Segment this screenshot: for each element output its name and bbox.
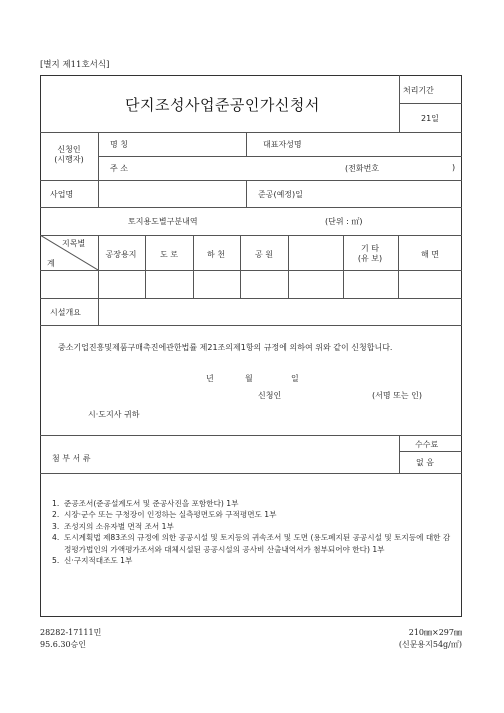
rule-col-7 — [398, 235, 399, 298]
land-use-title: 토지용도별구분내역 — [128, 217, 198, 226]
phone-label: (전화번호 — [345, 164, 380, 173]
list-item — [52, 498, 456, 509]
rule-overview-bottom — [40, 325, 462, 326]
signature-label: (서명 또는 인) — [372, 391, 422, 400]
item-number: 3. — [52, 521, 60, 531]
rule-overview-label — [98, 298, 99, 325]
item-number: 4. — [52, 533, 60, 543]
rule-project-label — [98, 180, 99, 207]
col-park: 공 원 — [255, 250, 273, 259]
item-text: 준공조서(준공설계도서 및 준공사진을 포함한다) 1부 — [64, 499, 239, 508]
rule-col-2 — [145, 235, 146, 298]
item-text: 도시계획법 제83조의 규정에 의한 공공시설 및 토지등의 귀속조서 및 도면 (용도폐지된 공공시설 및 토지등에 대한 감정평가법인의 가액평가조서와 대체시설된 공공시설의 공사비 산출내역서가 첨부되어야 한다) 1부 — [64, 533, 451, 554]
rule-processing — [399, 103, 462, 104]
item-number: 2. — [52, 510, 60, 520]
attachments-label: 첨 부 서 류 — [52, 454, 91, 463]
fee-label: 수수료 — [415, 440, 439, 449]
footer-left — [40, 627, 101, 651]
rule-title-bottom — [40, 132, 462, 133]
rule-col-3 — [193, 235, 194, 298]
rule-col-6 — [343, 235, 344, 298]
rule-col-1 — [98, 235, 99, 298]
signer-label: 신청인 — [258, 391, 282, 400]
recipient: 시·도지사 귀하 — [88, 410, 140, 419]
form-number: [별지 제11호서식] — [40, 60, 110, 70]
rule-project-bottom — [40, 207, 462, 208]
rule-fee — [399, 451, 462, 452]
rule-processing-left — [399, 75, 400, 132]
completion-date-label: 준공(예정)일 — [258, 190, 303, 199]
footer-paper-type: (신문용지54g/㎡) — [398, 640, 462, 649]
item-number: 5. — [52, 556, 60, 566]
rule-applicant-bottom — [40, 180, 462, 181]
rule-fee-left — [399, 435, 400, 473]
rule-col-5 — [288, 235, 289, 298]
rule-attachments-header — [40, 473, 462, 474]
list-item — [52, 532, 456, 555]
form-title: 단지조성사업준공인가신청서 — [125, 96, 320, 114]
applicant-label-line1: 신청인 — [57, 145, 81, 154]
col-factory-site: 공장용지 — [105, 250, 137, 259]
attachments-list — [52, 498, 456, 566]
item-text: 시장·군수 또는 구청장이 인정하는 실측평면도와 구적평면도 1부 — [64, 510, 277, 520]
diag-bottom-label: 계 — [47, 259, 55, 268]
footer-code: 28282-17111민 — [40, 628, 102, 637]
date-year: 년 — [206, 374, 214, 383]
application-statement: 중소기업진흥및제품구매촉진에관한법률 제21조의제1항의 규정에 의하여 위와 같이 신청합니다. — [58, 343, 393, 352]
facility-overview-label: 시설개요 — [50, 308, 81, 317]
project-name-label: 사업명 — [50, 190, 74, 199]
applicant-label-line2: (시행자) — [54, 155, 84, 164]
processing-period-value: 21일 — [421, 114, 439, 123]
col-sea-surface: 해 면 — [421, 250, 439, 259]
footer-paper-size: 210㎜×297㎜ — [408, 628, 462, 637]
footer-right — [399, 627, 462, 651]
col-other: 기 타 — [361, 244, 379, 253]
list-item — [52, 555, 456, 566]
rule-rep-name — [246, 132, 247, 156]
col-river: 하 천 — [207, 250, 225, 259]
date-month: 월 — [245, 374, 253, 383]
item-number: 1. — [52, 499, 60, 508]
rule-applicant-mid — [98, 156, 462, 157]
list-item — [52, 509, 456, 520]
name-label: 명 칭 — [110, 140, 128, 149]
applicant-label — [40, 145, 98, 165]
list-item — [52, 521, 456, 532]
rule-completion — [246, 180, 247, 207]
rule-col-4 — [240, 235, 241, 298]
item-text: 조성지의 소유자별 면적 조서 1부 — [64, 521, 174, 531]
date-day: 일 — [291, 374, 299, 383]
fee-value: 없 음 — [416, 458, 434, 467]
diag-top-label: 지목별 — [62, 239, 86, 248]
processing-period-label: 처리기간 — [403, 86, 434, 95]
land-use-unit: (단위 : ㎡) — [325, 217, 363, 226]
footer-approval: 95.6.30승인 — [40, 640, 86, 649]
rule-applicant-label — [98, 132, 99, 180]
col-reserved: (유 보) — [357, 254, 383, 263]
representative-label: 대표자성명 — [263, 140, 302, 149]
col-road: 도 로 — [160, 250, 178, 259]
rule-landuse-values — [40, 298, 462, 299]
item-text: 신·구지적대조도 1부 — [64, 556, 133, 566]
address-label: 주 소 — [110, 164, 128, 173]
phone-close: ) — [452, 163, 456, 172]
